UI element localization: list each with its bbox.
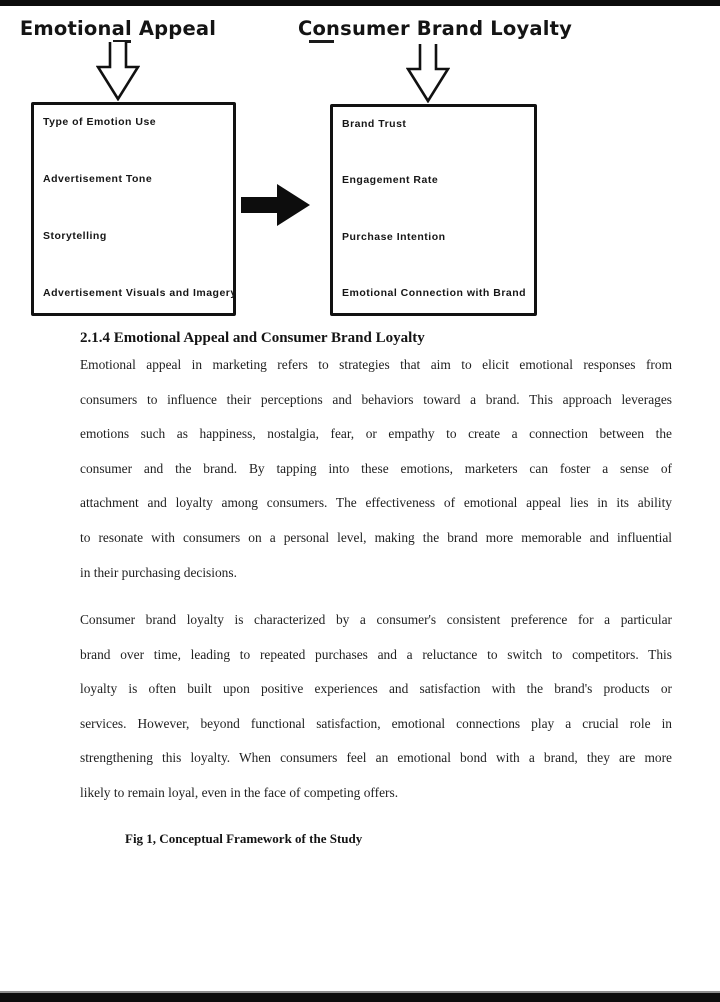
text-line: Emotional appeal in marketing refers to strategies that aim to elicit emotional responses from	[80, 357, 672, 372]
box-item: Brand Trust	[342, 118, 407, 130]
bottom-edge-bar	[0, 991, 720, 1002]
box-item: Purchase Intention	[342, 230, 446, 243]
text-line: in their purchasing decisions.	[80, 564, 237, 580]
solid-right-arrow-icon	[241, 183, 311, 227]
conceptual-framework-figure	[0, 0, 720, 325]
underline-mark	[309, 40, 334, 43]
text-line: likely to remain loyal, even in the face of competing offers.	[80, 784, 399, 800]
box-item: Type of Emotion Use	[43, 116, 157, 128]
text-line: consumer and the brand. By tapping into these emotions, marketers can foster a sense of	[80, 460, 672, 476]
paragraph-consumer-brand-loyalty	[80, 603, 672, 811]
emotional-appeal-box	[31, 102, 236, 316]
text-line: consumers to influence their perceptions and behaviors toward a brand. This approach leverages	[80, 391, 672, 407]
consumer-brand-loyalty-box	[330, 104, 537, 316]
figure-caption: Fig 1, Conceptual Framework of the Study	[125, 831, 363, 846]
figure-title-consumer-brand-loyalty: Consumer Brand Loyalty	[297, 17, 573, 40]
figure-title-emotional-appeal: Emotional Appeal	[19, 17, 217, 40]
text-line: services. However, beyond functional satisfaction, emotional connections play a crucial role in	[80, 715, 672, 731]
box-item: Engagement Rate	[342, 174, 439, 187]
text-line: Consumer brand loyalty is characterized by a consumer's consistent preference for a particular	[80, 612, 672, 627]
text-line: to resonate with consumers on a personal level, making the brand more memorable and influential	[80, 529, 672, 545]
box-item: Advertisement Visuals and Imagery	[43, 287, 237, 299]
text-line: strengthening this loyalty. When consumers feel an emotional bond with a brand, they are more	[80, 750, 672, 766]
text-line: attachment and loyalty among consumers. The effectiveness of emotional appeal lies in its ability	[80, 495, 672, 511]
text-line: loyalty is often built upon positive experiences and satisfaction with the brand's products or	[80, 681, 672, 697]
box-item: Emotional Connection with Brand	[342, 286, 527, 299]
hollow-down-arrow-icon	[406, 43, 450, 103]
box-item: Advertisement Tone	[43, 173, 153, 185]
text-line: brand over time, leading to repeated purchases and a reluctance to switch to competitors. This	[80, 646, 672, 662]
hollow-down-arrow-icon	[96, 41, 140, 101]
box-item: Storytelling	[43, 230, 107, 242]
section-heading: 2.1.4 Emotional Appeal and Consumer Brand Loyalty	[80, 330, 425, 346]
paragraph-emotional-appeal	[80, 348, 672, 590]
text-line: emotions such as happiness, nostalgia, fear, or empathy to create a connection between the	[80, 426, 672, 442]
